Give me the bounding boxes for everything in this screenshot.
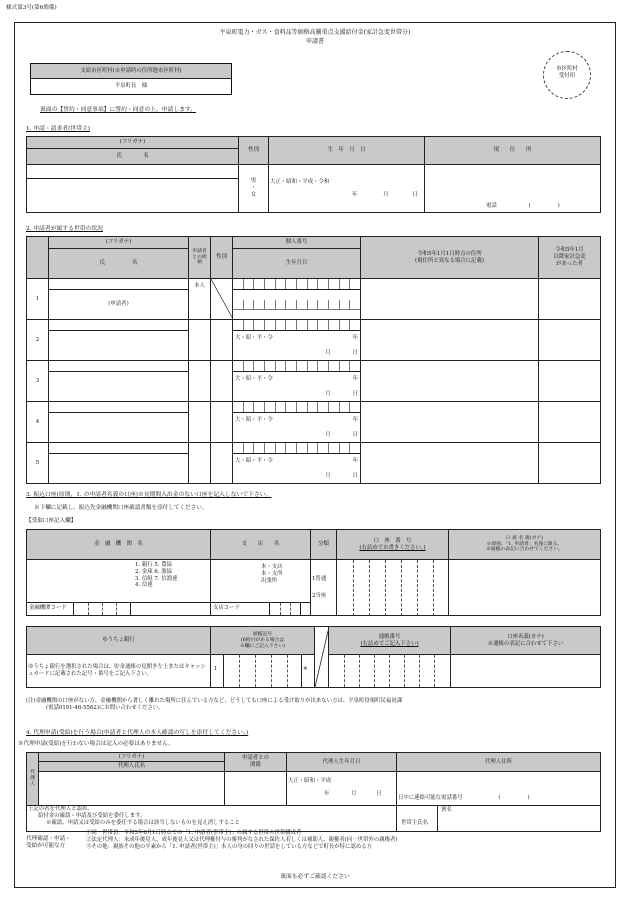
- s2-row-relation-field[interactable]: [189, 443, 211, 484]
- bank-code-label: 金融機関コード: [29, 605, 67, 611]
- s2-row-number: 3: [27, 361, 49, 402]
- section3-heading: 3. 振込口座(原則、1. の申請者名義の口座)※長期間入出金のない口座を記入しないで下さい。: [26, 492, 272, 498]
- agent-address-header: 代理人住所: [397, 753, 601, 772]
- s2-row-change-field[interactable]: [539, 443, 601, 484]
- branch-type-2: 本・支所: [261, 570, 283, 577]
- s2-row-month: 月: [325, 431, 331, 438]
- bank-types: [135, 562, 177, 589]
- s2-row-change-field[interactable]: [539, 320, 601, 361]
- s1-name-header: 氏 名: [27, 149, 239, 165]
- section2-heading: 2. 申請者が属する世帯の状況: [26, 226, 103, 232]
- bank-code-row: [27, 602, 211, 615]
- s2-row-address-field[interactable]: [361, 402, 539, 443]
- s1-name-field[interactable]: [27, 179, 239, 213]
- kind-ordinary: 1普通: [312, 575, 327, 582]
- s2-row-month: 月: [325, 390, 331, 397]
- s2-rows: [27, 279, 601, 484]
- s2-row-relation-field[interactable]: 本人: [189, 279, 211, 320]
- stamp-line-2: 受付印: [558, 72, 576, 79]
- s1-gender-dot: ・: [250, 185, 257, 192]
- notice-line-1: (注)金融機関の口座がない方、金融機関から著しく離れた場所に住んでいる方など、どうしても口座による受け取りが出来ない方は、平泉町役場町民福祉課: [26, 698, 403, 704]
- yucho-holder-header: [451, 627, 601, 655]
- stamp-line-1: 市区町村: [556, 66, 578, 72]
- no-account-notice: [26, 698, 606, 712]
- s2-row-birth-field[interactable]: [233, 372, 361, 402]
- s2-row-month: 月: [325, 349, 331, 356]
- agent-relation-b: 関係: [250, 762, 261, 768]
- s2-row-gender-field[interactable]: [211, 361, 233, 402]
- addressee-municipality: 支給市区町村(※申請時の住所地市区町村): [31, 64, 231, 79]
- agent-scope-item-1: ①同一世帯員：令和5年6月1日時点での「1. 申請者(世帯主)」の属する世帯の世帯構成者: [86, 830, 302, 836]
- addressee-box: [30, 63, 232, 95]
- agent-scope-items: [86, 830, 606, 850]
- yucho-number-a: 通帳番号: [378, 633, 401, 640]
- s1-day: 日: [412, 191, 418, 198]
- notice-line-2: (電話0191-46-5562)にお問い合わせください。: [46, 704, 164, 711]
- s1-gender-female: 女: [250, 191, 257, 198]
- agent-name-header: 代理人氏名: [39, 762, 225, 772]
- yucho-slash-cell: [315, 627, 329, 688]
- yucho-number-header: [329, 627, 451, 655]
- agent-table: [26, 752, 601, 832]
- s2-row-birth-field[interactable]: [233, 331, 361, 361]
- yucho-holder-a: 口座名義(カナ): [507, 633, 544, 640]
- s2-row-gender-field[interactable]: [211, 402, 233, 443]
- section2-table: [26, 236, 601, 484]
- kind-field[interactable]: [311, 560, 337, 616]
- agent-birth-header: 代理人生年月日: [287, 753, 397, 772]
- agent-relation-field[interactable]: [225, 772, 287, 806]
- s1-phone-label: 電話: [486, 203, 497, 210]
- bank-section-label: 【受取口座記入欄】: [26, 518, 77, 524]
- yucho-symbol-b: (6桁目がある場合は: [240, 637, 285, 643]
- s2-row-change-field[interactable]: [539, 361, 601, 402]
- yucho-table: [26, 626, 601, 688]
- s1-birth-header: 生 年 月 日: [269, 137, 425, 165]
- s2-no-header: [27, 237, 49, 279]
- yucho-symbol-one: 1: [214, 666, 218, 673]
- s2-row-day: 日: [352, 349, 358, 356]
- s2-row-number: 5: [27, 443, 49, 484]
- s1-year: 年: [352, 191, 358, 198]
- s2-row-number: 2: [27, 320, 49, 361]
- s2-change-header-b: 以降家計急変: [553, 254, 586, 261]
- yucho-holder-field[interactable]: [451, 655, 601, 688]
- agent-eras: 大正・昭和・平成: [288, 777, 332, 784]
- s2-row-gender-field[interactable]: [211, 279, 233, 320]
- kind-header: 分類: [311, 530, 337, 560]
- acct-no-header: [337, 530, 449, 560]
- s2-row-day: 日: [352, 431, 358, 438]
- branch-types: [261, 564, 283, 584]
- s2-row-name-field[interactable]: [49, 372, 189, 402]
- bank-type-3: 3. 信組 7. 信漁連: [135, 575, 178, 582]
- yucho-number-field[interactable]: [329, 655, 451, 688]
- section1-heading: 1. 申請・請求者(世帯主): [26, 126, 91, 132]
- yucho-holder-b: ※通帳の表記に合わせて下さい: [487, 640, 564, 647]
- s2-row-eras: 大・昭・平・令: [235, 416, 273, 423]
- form-subtitle: 申請書: [305, 38, 324, 45]
- branch-type-3: 出張所: [261, 577, 278, 584]
- s1-phone-paren: ( ): [528, 203, 560, 210]
- s2-furigana-header: (フリガナ): [49, 237, 189, 249]
- s2-row-mynumber-field[interactable]: [233, 320, 361, 331]
- bank-name-header: 金 融 機 関 名: [27, 530, 211, 560]
- acct-no-boxes: [337, 560, 449, 616]
- bank-code-boxes[interactable]: [73, 603, 130, 615]
- s2-row-address-field[interactable]: [361, 361, 539, 402]
- s2-row-number: 4: [27, 402, 49, 443]
- s2-row-relation-field[interactable]: [189, 361, 211, 402]
- agent-year: 年: [324, 790, 330, 797]
- s2-row-furigana-field[interactable]: [49, 320, 189, 331]
- s2-relation-header: 申請者との続柄: [189, 237, 211, 279]
- reception-stamp: [543, 51, 591, 99]
- agent-phone-paren: ( ): [498, 795, 530, 802]
- s2-row-furigana-field[interactable]: [49, 279, 189, 290]
- s2-row-name-field[interactable]: [49, 454, 189, 484]
- s2-row-birth-field[interactable]: [233, 454, 361, 484]
- form-title: 平泉町電力・ガス・食料品等価格高騰重点支援給付金(家計急変世帯分): [219, 29, 411, 36]
- yucho-symbol-header: [211, 627, 315, 655]
- holder-field[interactable]: [449, 560, 601, 616]
- s2-mynumber-header: 個人番号: [233, 237, 361, 249]
- s2-row-gender-field[interactable]: [211, 320, 233, 361]
- s1-furigana-field[interactable]: [27, 165, 239, 179]
- s2-row-mynumber-field[interactable]: [233, 402, 361, 413]
- householder-label: 世帯主氏名: [401, 820, 428, 826]
- s2-row-eras: 大・昭・平・令: [235, 457, 273, 464]
- s2-row-name-field[interactable]: (申請者): [49, 290, 189, 320]
- s2-row-relation-field[interactable]: [189, 320, 211, 361]
- agent-relation-a: 申請者との: [242, 755, 269, 762]
- agent-relation-header: [225, 753, 287, 772]
- branch-code-boxes[interactable]: [269, 603, 300, 615]
- s1-month: 月: [383, 191, 389, 198]
- s2-row-eras: 大・昭・平・令: [235, 334, 273, 341]
- delegate-line-2: 給付金の確認・申請及び受給を委任します。: [38, 812, 146, 819]
- acct-no-header-b: (右詰めでお書きください。): [359, 544, 426, 551]
- s2-row-relation-field[interactable]: [189, 402, 211, 443]
- s2-gender-header: 性別: [211, 237, 233, 279]
- holder-header: [449, 530, 601, 560]
- householder-signature-field[interactable]: [397, 806, 601, 832]
- agent-month: 月: [351, 790, 357, 797]
- s2-row-furigana-field[interactable]: [49, 402, 189, 413]
- s2-address-header-b: (現住所と異なる場合に記載): [415, 257, 484, 264]
- delegate-line-3: ※確認、申請又は受給のみを委任する場合は該当しないものを見え消しすること: [46, 819, 241, 826]
- yucho-number-b: (右詰めでご記入下さい): [360, 640, 419, 647]
- consent-line: 裏面の【誓約・同意事項】に誓約・同意の上、申請します。: [40, 107, 197, 113]
- signature-label: 署名: [441, 807, 452, 813]
- s2-row-mynumber-field[interactable]: [233, 361, 361, 372]
- branch-header: 支 店 名: [211, 530, 311, 560]
- s2-birth-header: 生年月日: [233, 249, 361, 279]
- yucho-sixth-digit-mark: ※: [303, 666, 308, 673]
- bank-type-4: 4. 信連: [135, 582, 153, 589]
- agent-address-field[interactable]: [397, 772, 601, 806]
- agent-scope-a: 代理確認・申請・: [26, 836, 71, 842]
- branch-type-1: 本・支店: [261, 564, 283, 570]
- branch-field[interactable]: [211, 560, 311, 616]
- s2-change-header-c: があった者: [556, 260, 583, 267]
- yucho-note: ゆうちょ銀行を選択された場合は、貯金通帳の見開き左上またはキャッシュカードに記載された記号・番号をご記入下さい。: [27, 655, 211, 688]
- s2-row-address-field[interactable]: [361, 443, 539, 484]
- s2-row-change-field[interactable]: [539, 279, 601, 320]
- agent-day: 日: [376, 790, 382, 797]
- holder-header-b: ※原則、「1. 申請者」名義に限る。: [486, 541, 563, 547]
- bank-name-field[interactable]: [27, 560, 211, 616]
- acct-no-field[interactable]: [337, 560, 449, 616]
- bank-table: [26, 529, 601, 616]
- agent-furigana-header: (フリガナ): [39, 753, 225, 762]
- kind-current: 2当座: [312, 592, 327, 599]
- agent-phone-label: 日中に連絡可能な電話番号: [398, 795, 463, 802]
- s1-address-field[interactable]: [425, 165, 601, 213]
- s2-row-number: 1: [27, 279, 49, 320]
- s2-change-header: [539, 237, 601, 279]
- bank-type-2: 2. 金庫 6. 漁協: [135, 568, 172, 575]
- yucho-symbol-c: ※欄にご記入下さい): [239, 643, 286, 649]
- s2-row-address-field[interactable]: [361, 320, 539, 361]
- agent-scope-label: [26, 836, 86, 850]
- s1-gender-field[interactable]: [239, 165, 269, 213]
- footer-notice: 裏面も必ずご確認ください: [280, 874, 350, 880]
- s2-row-mynumber-field[interactable]: [233, 279, 361, 290]
- agent-scope-item-3: ③その他：親族その他の平素から「1. 申請者(世帯主)」本人の身の回りの世話をしている方などで町長が特に認める方: [86, 843, 372, 850]
- holder-header-c: ※通帳の表記に合わせてください。: [486, 547, 563, 553]
- form-number: 様式第3号(第6関係): [6, 5, 57, 11]
- section3-note: ※下欄に記載し、振込先金融機関口座確認書類を添付してください。: [34, 505, 208, 511]
- s1-eras: 大正・昭和・平成・令和: [270, 178, 330, 185]
- s2-row-name-field[interactable]: [49, 331, 189, 361]
- s2-row-mynumber-field[interactable]: [233, 443, 361, 454]
- s2-row-year: 年: [352, 334, 358, 341]
- s2-address-header-a: 令和5年1月1日時点の住所: [417, 250, 482, 257]
- s2-row-change-field[interactable]: [539, 402, 601, 443]
- s2-row-furigana-field[interactable]: [49, 361, 189, 372]
- branch-code-row: [211, 602, 311, 615]
- s2-gender-slash: [211, 279, 233, 319]
- yucho-symbol-field[interactable]: [211, 655, 315, 688]
- s2-row-name-field[interactable]: [49, 413, 189, 443]
- section4-heading: 4. 代理申請(受給)を行う場合(申請者と代理人の本人確認の写しを添付してください。): [26, 730, 249, 736]
- delegate-line-1: 上記の者を代理人と認め、: [28, 806, 93, 812]
- acct-no-header-a: 口 座 番 号: [373, 537, 412, 544]
- s2-row-month: 月: [325, 472, 331, 479]
- s1-gender-header: 性別: [239, 137, 269, 165]
- bank-type-1: 1. 銀行 5. 農協: [135, 562, 172, 568]
- s2-row-gender-field[interactable]: [211, 443, 233, 484]
- delegation-statement: [27, 806, 397, 832]
- s2-name-header: 氏 名: [49, 249, 189, 279]
- yucho-header: ゆうちょ銀行: [27, 627, 211, 655]
- s2-row-year: 年: [352, 375, 358, 382]
- s2-row-address-field[interactable]: [361, 279, 539, 320]
- agent-name-field[interactable]: [39, 772, 225, 806]
- yucho-symbol-a: 通帳記号: [252, 631, 273, 637]
- s2-row-day: 日: [352, 472, 358, 479]
- section1-table: [26, 136, 601, 213]
- agent-scope-item-2: ②法定代理人：未成年後見人、成年後見人又は代理権付与の審判がなされた保佐人若しくは補助人、親権者(同一世帯外の親権者): [86, 836, 398, 843]
- s2-row-eras: 大・昭・平・令: [235, 375, 273, 382]
- s2-address-header: [361, 237, 539, 279]
- s1-furigana-header: (フリガナ): [27, 137, 239, 149]
- agent-side-label: 代理人: [27, 753, 39, 806]
- s1-address-header: 現 住 所: [425, 137, 601, 165]
- agent-scope-b: 受給が可能な方: [26, 842, 66, 849]
- s2-row-birth-field[interactable]: [233, 290, 361, 320]
- addressee-mayor: 平泉町長 様: [114, 83, 148, 89]
- s2-row-year: 年: [352, 416, 358, 423]
- agent-birth-field[interactable]: [287, 772, 397, 806]
- branch-code-label: 支店コード: [213, 605, 240, 611]
- s2-row-day: 日: [352, 390, 358, 397]
- s2-row-birth-field[interactable]: [233, 413, 361, 443]
- s1-birth-field[interactable]: [269, 165, 425, 213]
- s2-change-header-a: 令和5年1月: [555, 247, 584, 254]
- s2-row-year: 年: [352, 457, 358, 464]
- section4-note: ※代理申請(受給)を行わない場合は記入の必要はありません。: [18, 741, 174, 747]
- s2-row-furigana-field[interactable]: [49, 443, 189, 454]
- s1-gender-male: 男: [250, 178, 257, 185]
- holder-header-a: 口 座 名 義(カナ): [505, 535, 544, 541]
